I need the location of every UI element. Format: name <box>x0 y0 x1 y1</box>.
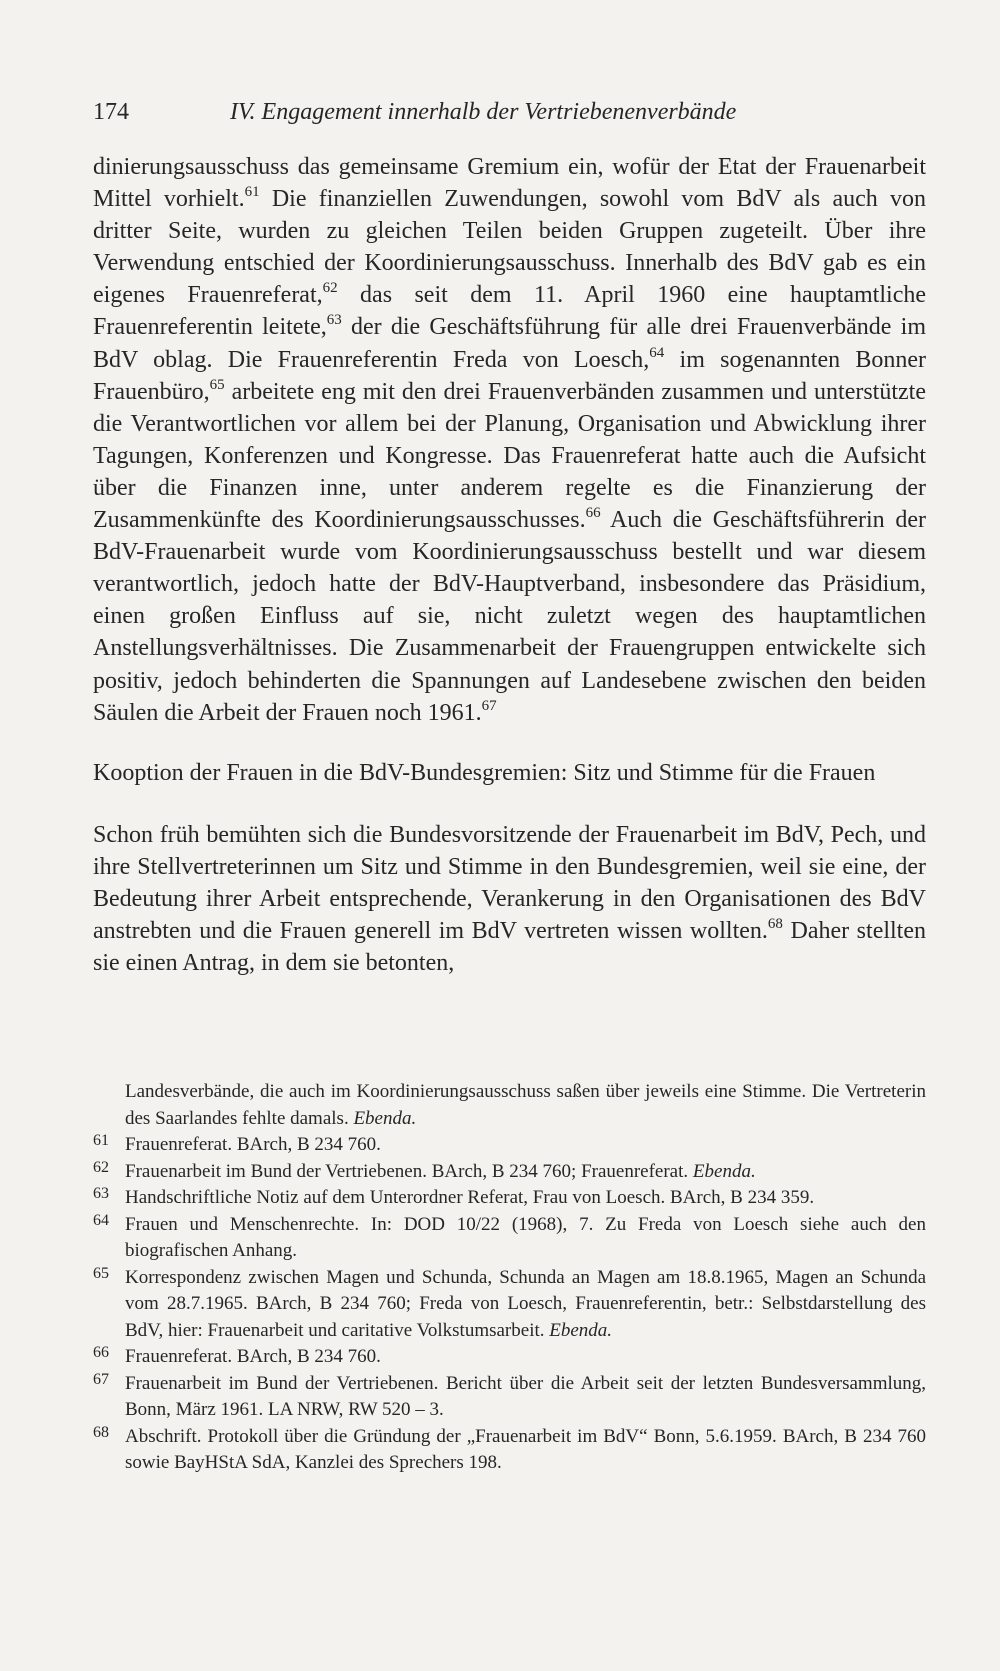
running-head: IV. Engagement innerhalb der Vertriebenenverbände <box>230 99 737 125</box>
footnote-ref-67[interactable]: 67 <box>481 697 497 714</box>
text-run: der die Geschäftsführung für alle drei Frauenverbände im BdV oblag. Die Frauenreferentin Freda von Loesch, <box>93 314 926 373</box>
footnote-number: 67 <box>93 1370 109 1388</box>
footnote-italic: Ebenda. <box>692 1160 756 1182</box>
footnote-number: 63 <box>93 1185 109 1202</box>
footnote-68 <box>93 1423 926 1477</box>
footnote-61 <box>93 1132 926 1159</box>
text-run: Die finanziellen Zuwendungen, sowohl vom BdV als auch von dritter Seite, wurden zu gleichen Teilen beiden Gruppen zugeteilt. Über ihre Verwendung entschied der Koordinierungsausschuss. Innerhalb des BdV gab es ein eigenes Frauenreferat, <box>93 186 926 309</box>
footnote-number: 68 <box>93 1423 109 1441</box>
footnote-number: 61 <box>93 1132 109 1149</box>
text-run: dinierungsausschuss das gemeinsame Gremium ein, wofür der Etat der Frauenarbeit Mittel vorhielt. <box>93 154 926 213</box>
footnote-ref-64[interactable]: 64 <box>649 344 665 361</box>
text-run: Schon früh bemühten sich die Bundesvorsitzende der Frauenarbeit im BdV, Pech, und ihre Stellvertreterinnen um Sitz und Stimme in den Bundesgremien, weil sie eine, der Bedeutung ihrer Arbeit entsprechende, Verankerung in den Organisationen des BdV anstrebten und die Frauen generell im BdV vertreten wissen wollten. <box>93 821 926 945</box>
footnote-ref-63[interactable]: 63 <box>326 312 342 329</box>
footnote-ref-65[interactable]: 65 <box>209 376 225 393</box>
footnote-64 <box>93 1211 926 1265</box>
footnote-ref-66[interactable]: 66 <box>585 505 601 522</box>
footnote-67 <box>93 1370 926 1424</box>
footnote-number: 64 <box>93 1211 109 1229</box>
paragraph-2 <box>93 819 926 979</box>
footnote-ref-68[interactable]: 68 <box>767 916 783 933</box>
footnote-65 <box>93 1264 926 1345</box>
footnote-italic: Ebenda. <box>549 1319 613 1341</box>
footnote-number: 66 <box>93 1344 109 1361</box>
footnote-62 <box>93 1158 926 1186</box>
footnote-text: Frauenreferat. BArch, B 234 760. <box>125 1134 381 1155</box>
footnote-text: Abschrift. Protokoll über die Gründung der „Frauenarbeit im BdV“ Bonn, 5.6.1959. BArch, B 234 760 sowie BayHStA SdA, Kanzlei des Sprechers 198. <box>125 1425 926 1473</box>
footnote-italic: Ebenda. <box>353 1107 417 1129</box>
footnote-63 <box>93 1185 926 1212</box>
text-run: Daher stellten sie einen Antrag, in dem sie betonten, <box>93 918 927 977</box>
footnote-text: Frauenreferat. BArch, B 234 760. <box>125 1346 381 1367</box>
footnote-text: Frauenarbeit im Bund der Vertriebenen. BArch, B 234 760; Frauenreferat. <box>125 1160 693 1182</box>
footnotes <box>93 1079 926 1477</box>
footnote-text: Korrespondenz zwischen Magen und Schunda, Schunda an Magen am 18.8.1965, Magen an Schunda vom 28.7.1965. BArch, B 234 760; Freda von Loesch, Frauenreferentin, betr.: Selbstdarstellung des BdV, hier: Frauenarbeit und caritative Volkstumsarbeit. <box>125 1266 926 1341</box>
page-number: 174 <box>93 99 129 125</box>
footnote-number: 62 <box>93 1158 109 1176</box>
text-run: das seit dem 11. April 1960 eine hauptamtliche Frauenreferentin leitete, <box>93 282 926 341</box>
footnote-66 <box>93 1344 926 1371</box>
footnote-ref-62[interactable]: 62 <box>322 280 338 297</box>
footnote-text: Handschriftliche Notiz auf dem Unterordner Referat, Frau von Loesch. BArch, B 234 359. <box>125 1187 815 1208</box>
footnote-text: Landesverbände, die auch im Koordinierungsausschuss saßen über jeweils eine Stimme. Die Vertreterin des Saarlandes fehlte damals. <box>125 1081 926 1129</box>
footnote-ref-61[interactable]: 61 <box>244 184 260 201</box>
footnote-continuation <box>125 1079 926 1132</box>
footnote-text: Frauen und Menschenrechte. In: DOD 10/22 (1968), 7. Zu Freda von Loesch siehe auch den biografischen Anhang. <box>125 1213 926 1261</box>
paragraph-1 <box>93 151 926 729</box>
section-subheading: Kooption der Frauen in die BdV-Bundesgremien: Sitz und Stimme für die Frauen <box>93 759 876 786</box>
text-run: Auch die Geschäftsführerin der BdV-Frauenarbeit wurde vom Koordinierungsausschuss bestellt und war diesem verantwortlich, jedoch hatte der BdV-Hauptverband, insbesondere das Präsidium, einen großen Einfluss auf sie, nicht zuletzt wegen des hauptamtlichen Anstellungsverhältnisses. Die Zusammenarbeit der Frauengruppen entwickelte sich positiv, jedoch behinderten die Spannungen auf Landesebene zwischen den beiden Säulen die Arbeit der Frauen noch 1961. <box>93 507 926 726</box>
text-run: im sogenannten Bonner Frauenbüro, <box>93 346 927 405</box>
footnote-number: 65 <box>93 1264 109 1282</box>
main-text <box>93 151 926 979</box>
footnote-text: Frauenarbeit im Bund der Vertriebenen. Bericht über die Arbeit seit der letzten Bundesversammlung, Bonn, März 1961. LA NRW, RW 520 – 3. <box>125 1372 926 1420</box>
text-run: arbeitete eng mit den drei Frauenverbänden zusammen und unterstützte die Verantwortlichen vor allem bei der Planung, Organisation und Abwicklung ihrer Tagungen, Konferenzen und Kongresse. Das Frauenreferat hatte auch die Aufsicht über die Finanzen inne, unter anderem regelte es die Finanzierung der Zusammenkünfte des Koordinierungsausschusses. <box>93 378 926 534</box>
